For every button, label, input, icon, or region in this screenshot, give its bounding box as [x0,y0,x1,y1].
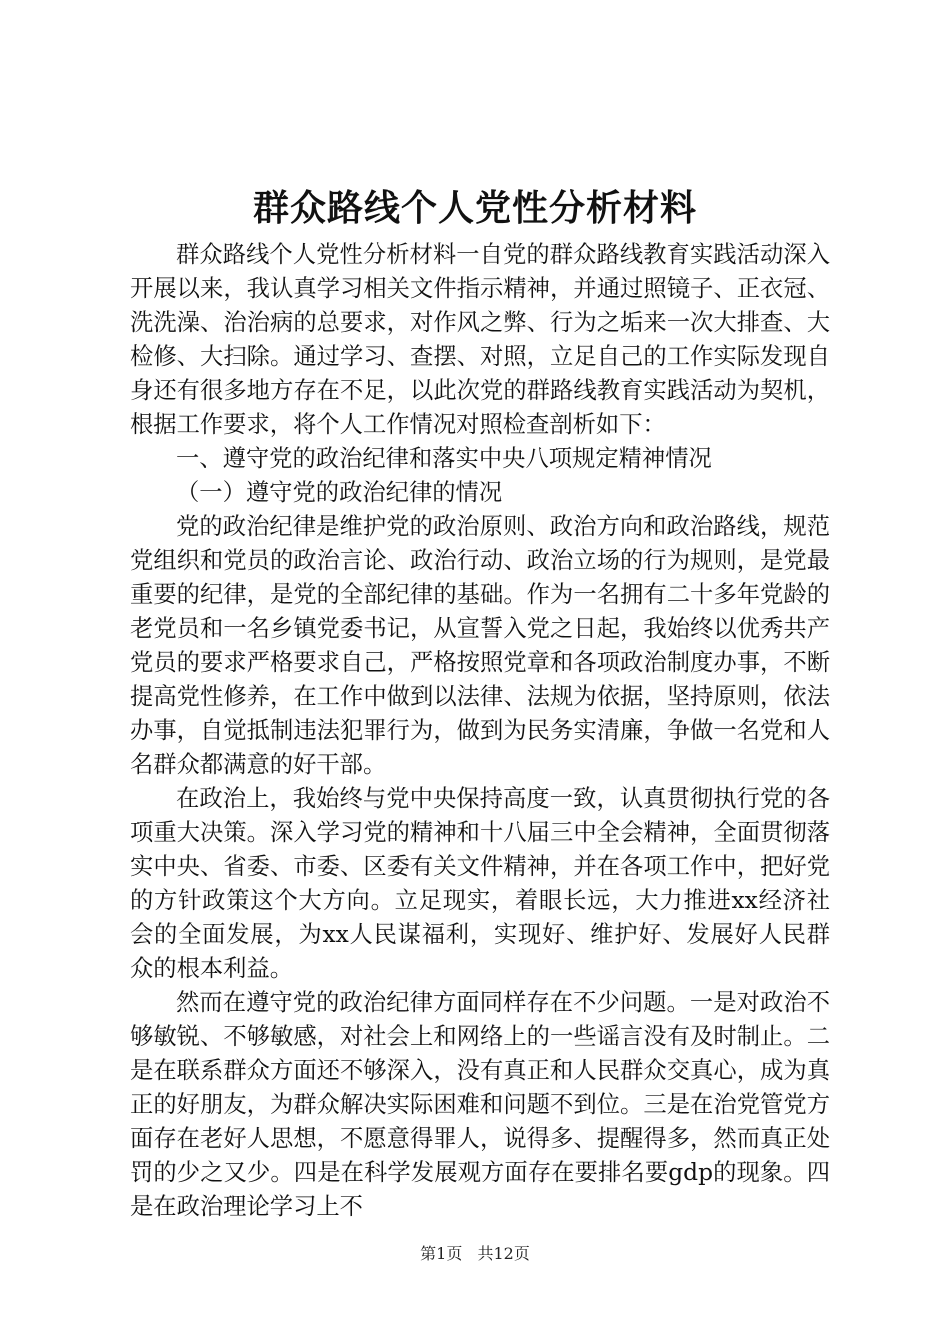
discipline-paragraph: 党的政治纪律是维护党的政治原则、政治方向和政治路线，规范党组织和党员的政治言论、政治行动、政治立场的行为规则，是党最重要的纪律，是党的全部纪律的基础。作为一名拥有二十多年党龄的老党员和一名乡镇党委书记，从宣誓入党之日起，我始终以优秀共产党员的要求严格要求自己，严格按照党章和各项政治制度办事，不断提高党性修养，在工作中做到以法律、法规为依据，坚持原则，依法办事，自觉抵制违法犯罪行为，做到为民务实清廉，争做一名党和人名群众都满意的好干部。 [130,513,830,778]
page-footer [0,1244,950,1264]
page-total: 共12页 [477,1244,530,1263]
politics-paragraph: 在政治上，我始终与党中央保持高度一致，认真贯彻执行党的各项重大决策。深入学习党的精神和十八届三中全会精神，全面贯彻落实中央、省委、市委、区委有关文件精神，并在各项工作中，把好党的方针政策这个大方向。立足现实，着眼长远，大力推进xx经济社会的全面发展，为xx人民谋福利，实现好、维护好、发展好人民群众的根本利益。 [130,785,830,982]
section-heading: 一、遵守党的政治纪律和落实中央八项规定精神情况 [176,445,712,472]
document-title: 群众路线个人党性分析材料 [252,187,697,229]
problems-paragraph: 然而在遵守党的政治纪律方面同样存在不少问题。一是对政治不够敏锐、不够敏感，对社会上和网络上的一些谣言没有及时制止。二是在联系群众方面还不够深入，没有真正和人民群众交真心，成为真正的好朋友，为群众解决实际困难和问题不到位。三是在治党管党方面存在老好人思想，不愿意得罪人，说得多、提醒得多，然而真正处罚的少之又少。四是在科学发展观方面存在要排名要gdp的现象。四是在政治理论学习上不 [130,989,830,1220]
intro-paragraph: 群众路线个人党性分析材料一自党的群众路线教育实践活动深入开展以来，我认真学习相关文件指示精神，并通过照镜子、正衣冠、洗洗澡、治治病的总要求，对作风之弊、行为之垢来一次大排查、大检修、大扫除。通过学习、查摆、对照，立足自己的工作实际发现自身还有很多地方存在不足，以此次党的群路线教育实践活动为契机，根据工作要求，将个人工作情况对照检查剖析如下： [130,241,830,438]
document-body [130,238,830,1224]
subsection-heading: （一）遵守党的政治纪律的情况 [176,479,503,506]
page-number: 第1页 [420,1244,463,1263]
